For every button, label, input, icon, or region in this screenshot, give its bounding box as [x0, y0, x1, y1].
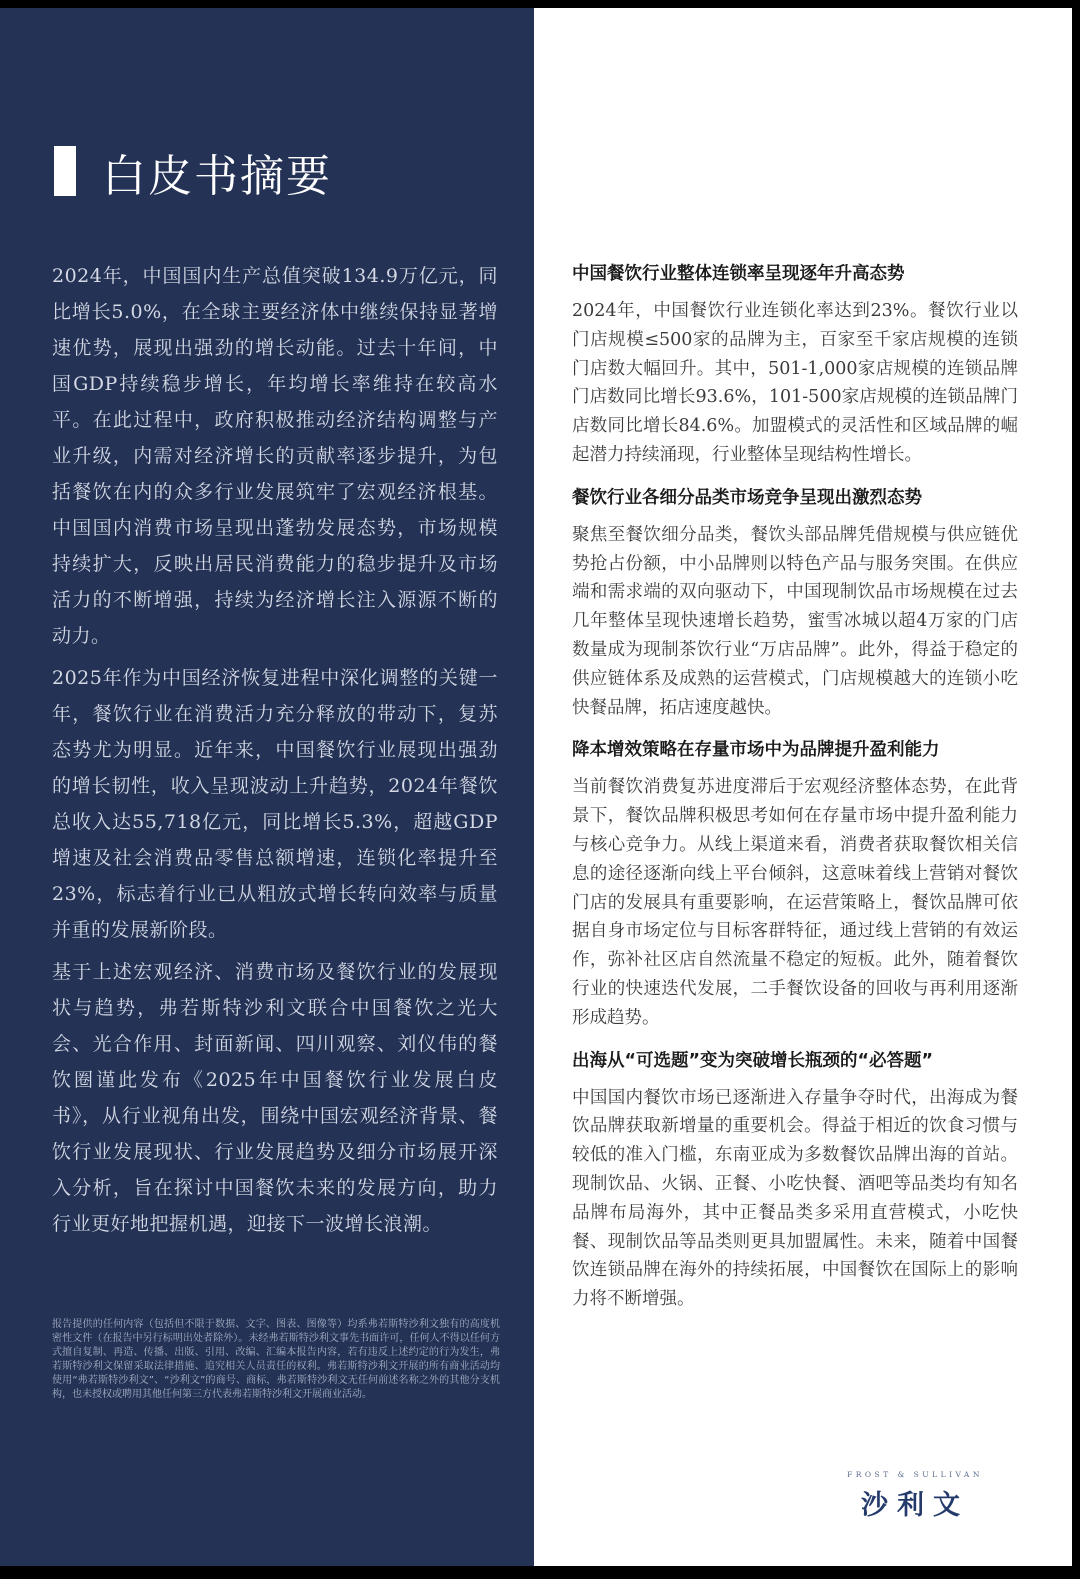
frost-sullivan-logo — [830, 1470, 1000, 1522]
page — [0, 8, 1072, 1566]
section-overseas — [572, 1047, 1018, 1314]
disclaimer: 报告提供的任何内容（包括但不限于数据、文字、图表、图像等）均系弗若斯特沙利文独有的高度机密性文件（在报告中另行标明出处者除外）。未经弗若斯特沙利文事先书面许可，任何人不得以任何方式擅自复制、再造、传播、出版、引用、改编、汇编本报告内容，若有违反上述约定的行为发生，弗若斯特沙利文保留采取法律措施、追究相关人员责任的权利。弗若斯特沙利文开展的所有商业活动均使用“弗若斯特沙利文”、“沙利文”的商号、商标，弗若斯特沙利文无任何前述名称之外的其他分支机构，也未授权或聘用其他任何第三方代表弗若斯特沙利文开展商业活动。 — [52, 1319, 500, 1400]
section-body: 聚焦至餐饮细分品类，餐饮头部品牌凭借规模与供应链优势抢占份额，中小品牌则以特色产品与服务突围。在供应端和需求端的双向驱动下，中国现制饮品市场规模在过去几年整体呈现快速增长趋势，蜜雪冰城以超4万家的门店数量成为现制茶饮行业“万店品牌”。此外，得益于稳定的供应链体系及成熟的运营模式，门店规模越大的连锁小吃快餐品牌，拓店速度越快。 — [572, 524, 1018, 718]
section-heading: 餐饮行业各细分品类市场竞争呈现出激烈态势 — [572, 487, 922, 508]
section-chain-rate — [572, 260, 1018, 470]
summary-sections — [572, 260, 1018, 1328]
section-body: 中国国内餐饮市场已逐渐进入存量争夺时代，出海成为餐饮品牌获取新增量的重要机会。得益于相近的饮食习惯与较低的准入门槛，东南亚成为多数餐饮品牌出海的首站。现制饮品、火锅、正餐、小吃快餐、酒吧等品类均有知名品牌布局海外，其中正餐品类多采用直营模式，小吃快餐、现制饮品等品类则更具加盟属性。未来，随着中国餐饮连锁品牌在海外的持续拓展，中国餐饮在国际上的影响力将不断增强。 — [572, 1087, 1018, 1310]
intro-paragraph: 2025年作为中国经济恢复进程中深化调整的关键一年，餐饮行业在消费活力充分释放的带动下，复苏态势尤为明显。近年来，中国餐饮行业展现出强劲的增长韧性，收入呈现波动上升趋势，2024年餐饮总收入达55,718亿元，同比增长5.3%，超越GDP增速及社会消费品零售总额增速，连锁化率提升至23%，标志着行业已从粗放式增长转向效率与质量并重的发展新阶段。 — [52, 667, 498, 941]
title-accent-bar — [54, 146, 76, 196]
section-heading: 中国餐饮行业整体连锁率呈现逐年升高态势 — [572, 264, 905, 284]
intro-paragraph: 2024年，中国国内生产总值突破134.9万亿元，同比增长5.0%，在全球主要经济体中继续保持显著增速优势，展现出强劲的增长动能。过去十年间，中国GDP持续稳步增长，年均增长率维持在较高水平。在此过程中，政府积极推动经济结构调整与产业升级，内需对经济增长的贡献率逐步提升，为包括餐饮在内的众多行业发展筑牢了宏观经济根基。中国国内消费市场呈现出蓬勃发展态势，市场规模持续扩大，反映出居民消费能力的稳步提升及市场活力的不断增强，持续为经济增长注入源源不断的动力。 — [52, 265, 498, 647]
logo-chinese: 沙利文 — [861, 1490, 969, 1521]
section-body: 2024年，中国餐饮行业连锁化率达到23%。餐饮行业以门店规模≤500家的品牌为主，百家至千家店规模的连锁门店数大幅回升。其中，501-1,000家店规模的连锁品牌门店数同比增长93.6%，101-500家店规模的连锁品牌门店数同比增长84.6%。加盟模式的灵活性和区域品牌的崛起潜力持续涌现，行业整体呈现结构性增长。 — [572, 301, 1018, 465]
intro-text — [52, 258, 498, 1248]
section-heading: 出海从“可选题”变为突破增长瓶颈的“必答题” — [572, 1050, 934, 1071]
left-panel — [0, 8, 534, 1566]
section-heading: 降本增效策略在存量市场中为品牌提升盈利能力 — [572, 740, 940, 761]
section-category-competition — [572, 484, 1018, 723]
page-title: 白皮书摘要 — [102, 151, 332, 202]
logo-english: FROST & SULLIVAN — [847, 1470, 983, 1479]
intro-paragraph: 基于上述宏观经济、消费市场及餐饮行业的发展现状与趋势，弗若斯特沙利文联合中国餐饮之光大会、光合作用、封面新闻、四川观察、刘仪伟的餐饮圈谨此发布《2025年中国餐饮行业发展白皮书》，从行业视角出发，围绕中国宏观经济背景、餐饮行业发展现状、行业发展趋势及细分市场展开深入分析，旨在探讨中国餐饮未来的发展方向，助力行业更好地把握机遇，迎接下一波增长浪潮。 — [52, 961, 498, 1235]
section-body: 当前餐饮消费复苏进度滞后于宏观经济整体态势，在此背景下，餐饮品牌积极思考如何在存量市场中提升盈利能力与核心竞争力。从线上渠道来看，消费者获取餐饮相关信息的途径逐渐向线上平台倾斜，这意味着线上营销对餐饮门店的发展具有重要影响，在运营策略上，餐饮品牌可依据自身市场定位与目标客群特征，通过线上营销的有效运作，弥补社区店自然流量不稳定的短板。此外，随着餐饮行业的快速迭代发展，二手餐饮设备的回收与再利用逐渐形成趋势。 — [572, 777, 1018, 1028]
section-cost-efficiency — [572, 736, 1018, 1032]
